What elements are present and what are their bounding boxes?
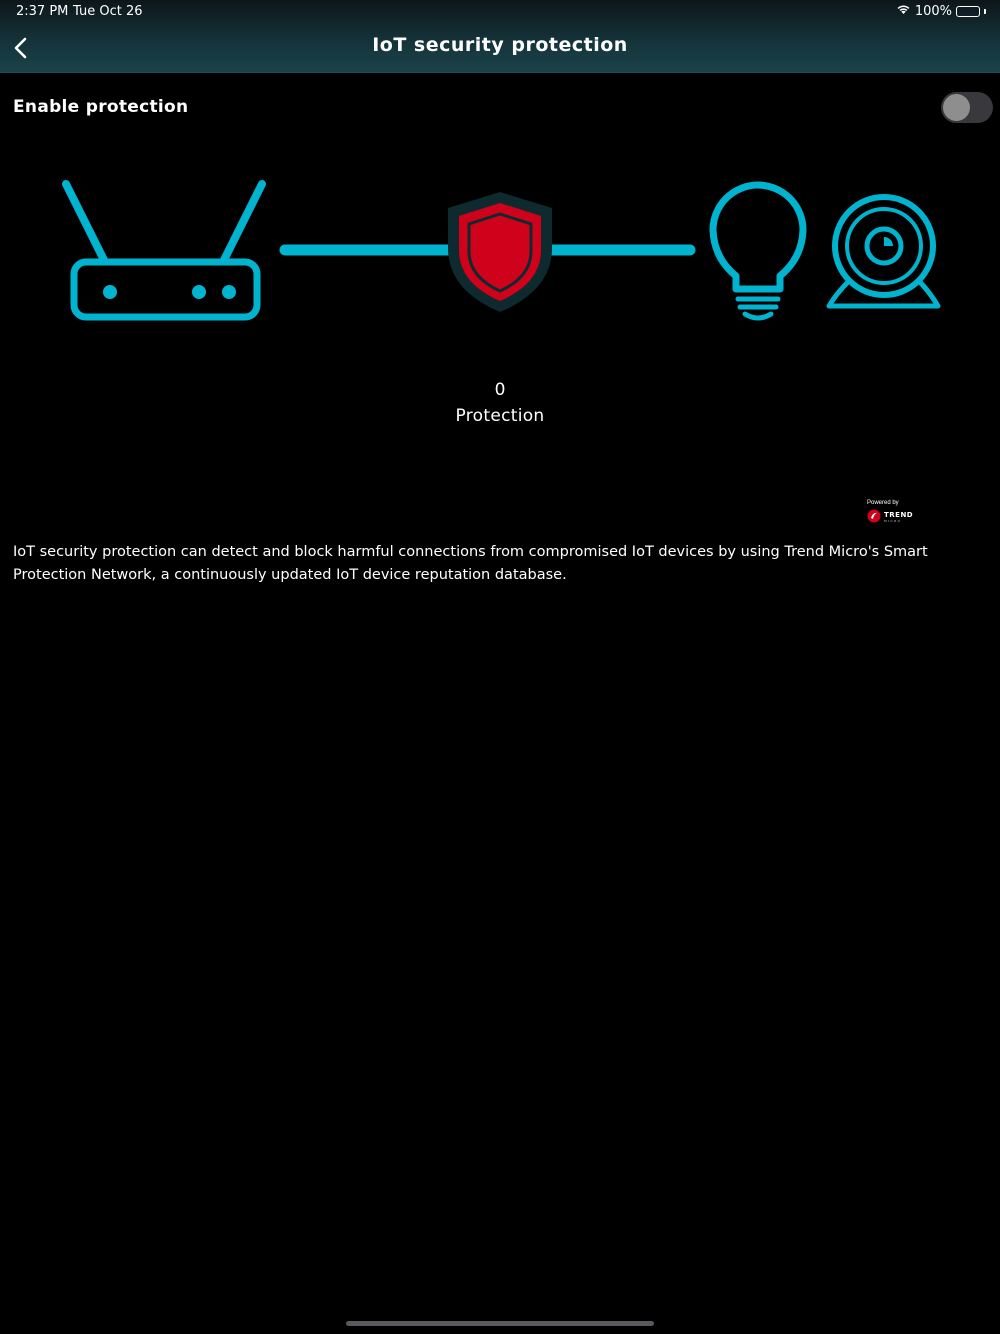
enable-protection-row xyxy=(0,84,1000,132)
toggle-knob xyxy=(943,94,970,121)
page-title: IoT security protection xyxy=(372,34,628,56)
status-date: Tue Oct 26 xyxy=(73,4,143,19)
trend-micro-brand: TREND xyxy=(884,511,914,519)
trend-micro-logo xyxy=(867,508,927,527)
battery-percent: 100% xyxy=(914,3,952,19)
router-icon xyxy=(66,184,262,317)
protection-label: Protection xyxy=(455,406,545,426)
status-bar xyxy=(0,0,1000,24)
battery-tip xyxy=(984,9,986,14)
shield-icon xyxy=(448,192,552,312)
enable-protection-toggle[interactable] xyxy=(941,92,993,123)
webcam-icon xyxy=(829,197,938,306)
trend-micro-sub: MICRO xyxy=(884,519,902,523)
trend-micro-logo-icon xyxy=(867,508,881,527)
enable-protection-label: Enable protection xyxy=(13,97,189,117)
protection-illustration xyxy=(0,170,1000,330)
powered-by-badge xyxy=(867,500,927,530)
description-text: IoT security protection can detect and block harmful connections from compromised IoT devices by using Trend Micro's Smart Protection Network, a continuously updated IoT device reputation database. xyxy=(13,544,928,583)
wifi-icon xyxy=(896,3,911,19)
nav-header xyxy=(0,0,1000,73)
battery-icon xyxy=(956,6,980,17)
status-time: 2:37 PM xyxy=(16,4,69,19)
protection-count: 0 xyxy=(494,380,506,400)
status-right xyxy=(896,3,986,19)
powered-by-text: Powered by xyxy=(867,500,899,506)
home-indicator xyxy=(346,1321,654,1326)
lightbulb-icon xyxy=(713,185,803,318)
